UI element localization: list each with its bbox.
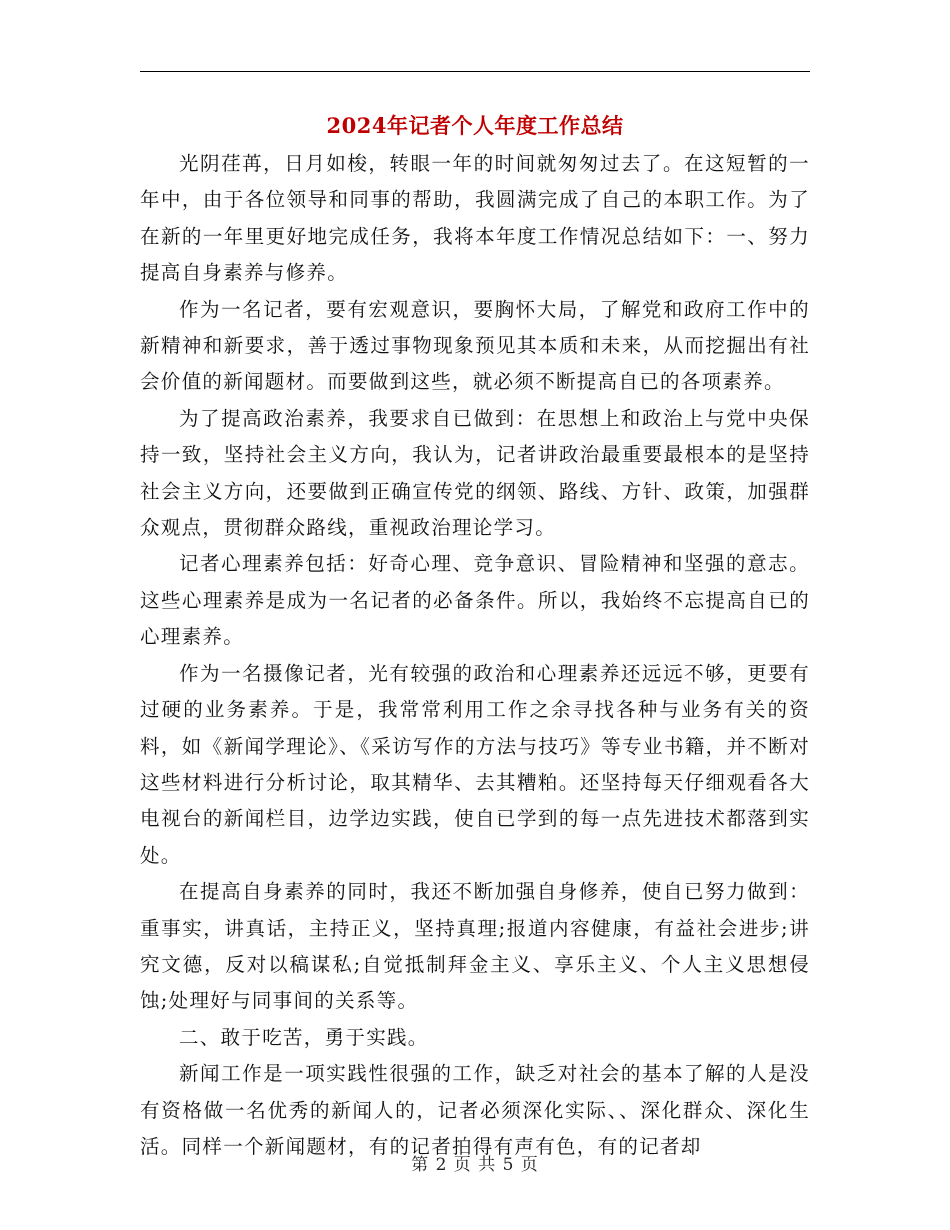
document-title: 2024年记者个人年度工作总结 xyxy=(326,113,624,138)
paragraph: 在提高自身素养的同时，我还不断加强自身修养，使自已努力做到：重事实，讲真话，主持正义，坚持真理;报道内容健康，有益社会进步;讲究文德，反对以稿谋私;自觉抵制拜金主义、享乐主义、个人主义思想侵蚀;处理好与同事间的关系等。 xyxy=(140,880,810,1013)
paragraph: 作为一名摄像记者，光有较强的政治和心理素养还远远不够，更要有过硬的业务素养。于是，我常常利用工作之余寻找各种与业务有关的资料，如《新闻学理论》、《采访写作的方法与技巧》等专业书籍，并不断对这些材料进行分析讨论，取其精华、去其糟粕。还坚持每天仔细观看各大电视台的新闻栏目，边学边实践，使自已学到的每一点先进技术都落到实处。 xyxy=(140,661,810,867)
paragraph: 作为一名记者，要有宏观意识，要胸怀大局，了解党和政府工作中的新精神和新要求，善于透过事物现象预见其本质和未来，从而挖掘出有社会价值的新闻题材。而要做到这些，就必须不断提高自已的各项素养。 xyxy=(140,297,810,394)
section-heading: 二、敢于吃苦，勇于实践。 xyxy=(179,1025,429,1049)
header-rule xyxy=(140,71,810,72)
paragraph: 新闻工作是一项实践性很强的工作，缺乏对社会的基本了解的人是没有资格做一名优秀的新闻人的，记者必须深化实际、、深化群众、深化生活。同样一个新闻题材，有的记者拍得有声有色，有的记者却 xyxy=(140,1062,810,1158)
paragraph: 光阴荏苒，日月如梭，转眼一年的时间就匆匆过去了。在这短暂的一年中，由于各位领导和同事的帮助，我圆满完成了自己的本职工作。为了在新的一年里更好地完成任务，我将本年度工作情况总结如下：一、努力提高自身素养与修养。 xyxy=(140,152,810,285)
document-body xyxy=(140,146,810,1165)
paragraph: 为了提高政治素养，我要求自已做到：在思想上和政治上与党中央保持一致，坚持社会主义方向，我认为，记者讲政治最重要最根本的是坚持社会主义方向，还要做到正确宣传党的纲领、路线、方针、政策，加强群众观点，贯彻群众路线，重视政治理论学习。 xyxy=(140,406,810,540)
page-number-footer: 第 2 页 共 5 页 xyxy=(411,1155,539,1175)
paragraph: 记者心理素养包括：好奇心理、竞争意识、冒险精神和坚强的意志。这些心理素养是成为一名记者的必备条件。所以，我始终不忘提高自已的心理素养。 xyxy=(140,552,810,649)
